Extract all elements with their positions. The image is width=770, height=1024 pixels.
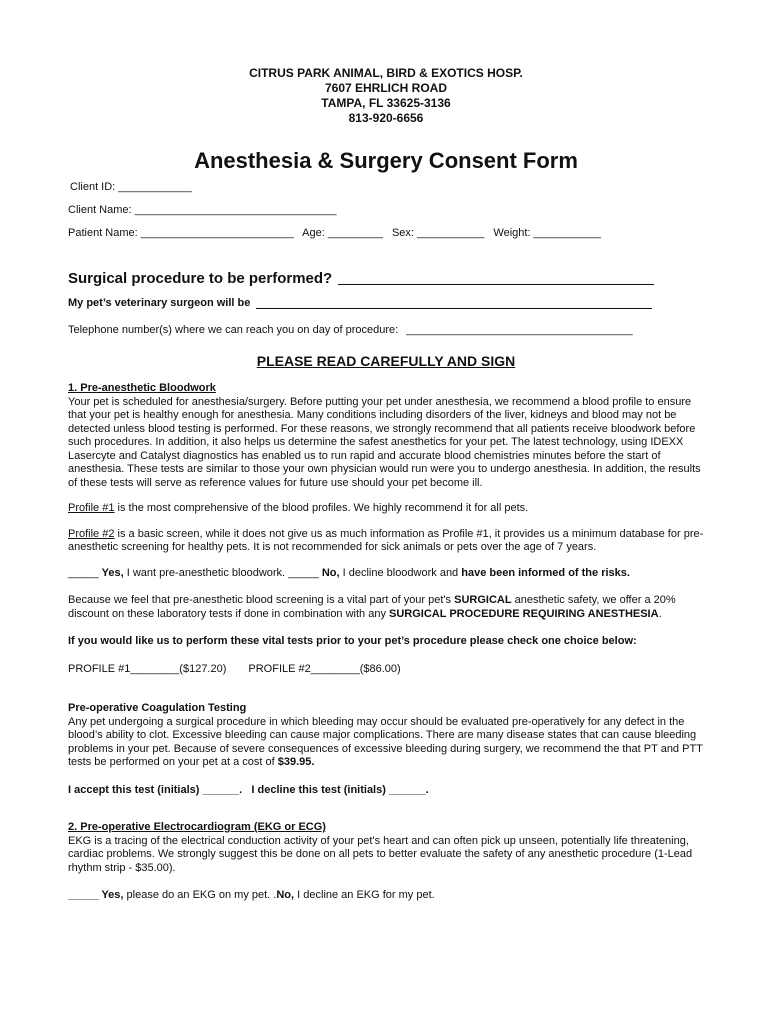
surgeon-label: My pet’s veterinary surgeon will be — [68, 297, 251, 309]
ekg-yes-blank[interactable]: _____ — [68, 889, 99, 901]
profile2-choice[interactable]: PROFILE #2________($86.00) — [248, 662, 401, 675]
bloodwork-no-label: No, — [321, 566, 340, 579]
bloodwork-yes-blank[interactable]: _____ — [68, 566, 102, 579]
bloodwork-yes-label: Yes, — [101, 566, 124, 579]
age-field[interactable]: Age: _________ — [302, 227, 383, 239]
hospital-name: CITRUS PARK ANIMAL, BIRD & EXOTICS HOSP. — [249, 66, 523, 80]
section-bloodwork-title: 1. Pre-anesthetic Bloodwork — [68, 382, 216, 394]
section-coagulation — [68, 702, 704, 797]
discount-paragraph — [68, 594, 704, 621]
hospital-header — [68, 66, 704, 126]
ekg-body: EKG is a tracing of the electrical conduction activity of your pet's heart and can often pick up unseen, potentially life threatening, cardiac problems. We strongly suggest this be done on all pets to better evaluate the safety of any anesthetic procedure (1-Lead rhythm strip - $35.00). — [68, 834, 693, 874]
discount-surgical: SURGICAL — [454, 594, 512, 606]
ekg-mid: . — [273, 889, 277, 901]
surgical-procedure-row — [68, 270, 704, 288]
profile2-label: Profile #2 — [68, 527, 115, 540]
coag-decline[interactable]: I decline this test (initials) ______. — [251, 783, 429, 796]
profile1-description — [68, 502, 704, 516]
patient-name-field[interactable]: Patient Name: _________________________ — [68, 227, 294, 239]
discount-period: . — [658, 607, 662, 620]
profile1-choice[interactable]: PROFILE #1________($127.20) — [68, 662, 227, 675]
profile-choice-prompt: If you would like us to perform these vital tests prior to your pet’s procedure please check one choice below: — [68, 635, 637, 647]
profile-choices — [68, 663, 704, 677]
surgical-procedure-line[interactable] — [338, 284, 654, 285]
surgeon-line[interactable] — [256, 308, 652, 309]
ekg-choice — [68, 889, 704, 903]
sex-field[interactable]: Sex: ___________ — [391, 227, 485, 239]
profile2-description — [68, 528, 704, 555]
ekg-yes-text: please do an EKG on my pet. — [123, 889, 274, 901]
surgical-procedure-label: Surgical procedure to be performed? — [68, 270, 333, 287]
weight-field[interactable]: Weight: ___________ — [493, 227, 601, 239]
client-name-field[interactable]: Client Name: _________________________________ — [68, 204, 337, 216]
ekg-title: 2. Pre-operative Electrocardiogram (EKG or ECG) — [68, 821, 326, 833]
profile1-text: is the most comprehensive of the blood profiles. We highly recommend it for all pets. — [114, 502, 529, 514]
section-bloodwork-body: Your pet is scheduled for anesthesia/surgery. Before putting your pet under anesthesia, we recommend a blood profile to ensure that your pet is healthy enough for anesthesia. Many conditions including disorders of the liver, kidneys and blood may not be detected unless blood testing is performed. For these reasons, we strongly recommend that all patients receive bloodwork before such procedures. In addition, it also helps us determine the safest anesthetics for your pet. The latest technology, using IDEXX Lasercyte and Catalyst diagnostics has enabled us to run rapid and accurate blood chemistries minutes before the start of anesthesia. These tests are similar to those your own physician would run were you to undergo anesthesia. In addition, the results of these tests will serve as reference values for future use should your pet become ill. — [68, 395, 701, 489]
ekg-yes-label: Yes, — [98, 889, 124, 901]
coag-body — [68, 716, 704, 770]
profile2-text: is a basic screen, while it does not give us as much information as Profile #1, it provides us a minimum database for pre-anesthetic screening for healthy pets. It is not recommended for sick animals or pets over the age of 7 years. — [68, 527, 704, 553]
section-bloodwork — [68, 382, 704, 676]
coag-price: $39.95. — [277, 756, 315, 768]
please-read-heading: PLEASE READ CAREFULLY AND SIGN — [256, 353, 516, 369]
consent-form-page — [68, 66, 704, 903]
bloodwork-no-text: I decline bloodwork and — [339, 566, 462, 579]
ekg-no-label: No, — [276, 889, 295, 901]
telephone-row — [68, 324, 704, 338]
ekg-no-text: I decline an EKG for my pet. — [294, 889, 435, 901]
discount-text-c: anesthetic safety, we offer a 20% discount on these laboratory tests if done in combination with any — [68, 594, 676, 620]
discount-procedure: SURGICAL PROCEDURE REQUIRING ANESTHESIA — [389, 607, 659, 620]
profile1-label: Profile #1 — [68, 502, 115, 514]
telephone-label: Telephone number(s) where we can reach you on day of procedure: — [68, 323, 399, 336]
hospital-street: 7607 EHRLICH ROAD — [324, 81, 448, 95]
coag-body-text: Any pet undergoing a surgical procedure in which bleeding may occur should be evaluated pre-operatively for any defect in the blood’s ability to clot. Excessive bleeding can cause major complications. There are many disease states that can cause bleeding problems in your pet. Because of severe consequences of excessive bleeding during surgery, we recommend the that PT and PTT tests be performed on your pet at a cost of — [68, 715, 703, 768]
surgeon-row — [68, 297, 704, 311]
discount-text-a: Because we feel that pre-anesthetic blood screening is a vital part of your pet's — [68, 594, 455, 606]
form-title: Anesthesia & Surgery Consent Form — [194, 148, 578, 173]
hospital-phone: 813-920-6656 — [348, 111, 424, 125]
coag-initials-row — [68, 784, 704, 798]
coag-title: Pre-operative Coagulation Testing — [68, 702, 247, 714]
section-ekg — [68, 821, 704, 903]
telephone-blank[interactable]: _____________________________________ — [406, 323, 633, 336]
bloodwork-no-risks: have been informed of the risks. — [461, 566, 630, 579]
coag-accept[interactable]: I accept this test (initials) ______. — [68, 783, 243, 796]
patient-info-row — [68, 226, 704, 240]
bloodwork-yes-text: I want pre-anesthetic bloodwork. _____ — [123, 566, 322, 579]
hospital-city: TAMPA, FL 33625-3136 — [321, 96, 451, 110]
client-id-field[interactable]: Client ID: ____________ — [70, 181, 192, 193]
bloodwork-choice — [68, 567, 704, 581]
